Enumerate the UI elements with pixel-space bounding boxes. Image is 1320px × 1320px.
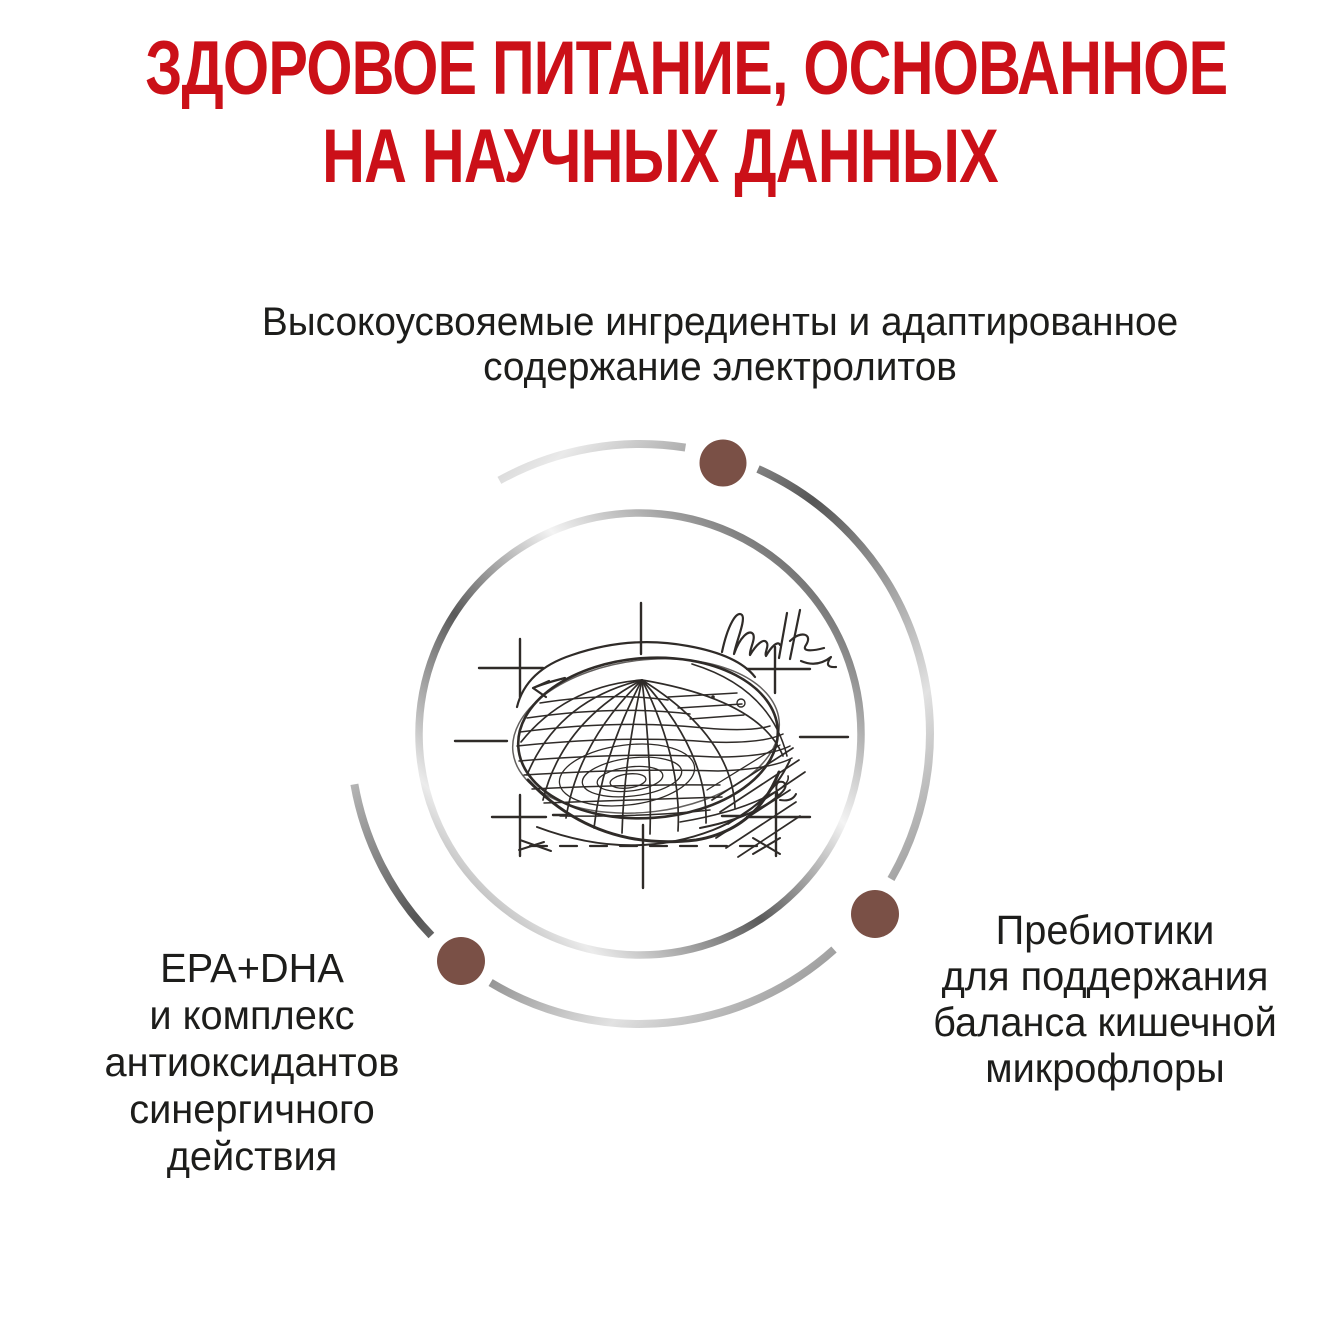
feature-right-line-4: микрофлоры: [985, 1045, 1225, 1091]
top-feature-line-2: содержание электролитов: [483, 345, 957, 389]
outer-ring: [354, 444, 930, 1024]
kibble-sketch: [455, 603, 848, 888]
feature-label-right: [924, 907, 1287, 1091]
feature-left-line-3: антиоксидантов: [104, 1039, 400, 1085]
title-line-2: НА НАУЧНЫХ ДАННЫХ: [322, 114, 998, 199]
feature-label-left: [63, 945, 441, 1180]
rotation-arrow: [533, 678, 565, 697]
feature-right-line-2: для поддержания: [941, 953, 1269, 999]
feature-right-line-3: баланса кишечной: [933, 999, 1277, 1045]
inner-ring: [419, 513, 861, 955]
feature-dot-bottom-left: [437, 937, 485, 985]
outer-ring-segment-top-left: [499, 444, 685, 480]
feature-dot-top: [700, 440, 747, 487]
signature-scribble: [722, 610, 836, 667]
outer-ring-segment-left: [354, 784, 431, 935]
outer-ring-segment-bottom: [491, 950, 834, 1025]
feature-right-line-1: Пребиотики: [995, 907, 1215, 953]
top-feature-line-1: Высокоусвояемые ингредиенты и адаптированное: [261, 300, 1179, 344]
feature-left-line-5: действия: [166, 1133, 338, 1179]
mesh-parallels: [517, 697, 792, 816]
feature-left-line-1: EPA+DHA: [160, 945, 344, 991]
feature-left-line-2: и комплекс: [149, 992, 355, 1038]
title-line-1: ЗДОРОВОЕ ПИТАНИЕ, ОСНОВАННОЕ: [145, 26, 1228, 111]
feature-left-line-4: синергичного: [129, 1086, 375, 1132]
feature-dot-right: [851, 890, 899, 938]
